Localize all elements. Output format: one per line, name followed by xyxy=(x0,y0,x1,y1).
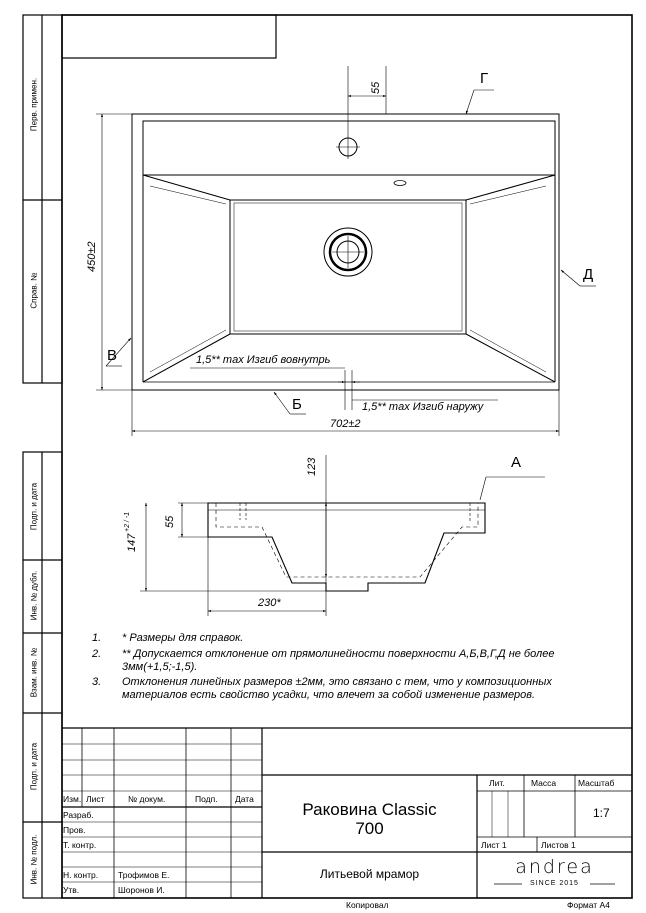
note-num-3: 3. xyxy=(92,676,102,688)
logo-since: SINCE 2015 xyxy=(530,880,579,887)
tb-role-razrab: Разраб. xyxy=(63,810,94,820)
drawing-title-line1: Раковина Classic xyxy=(302,800,437,819)
letter-g: Г xyxy=(480,70,489,87)
tb-role-utv: Утв. xyxy=(63,885,80,895)
note-num-1: 1. xyxy=(92,632,102,644)
tb-role-t-kontr: Т. контр. xyxy=(63,840,97,850)
drawing-title xyxy=(262,800,477,838)
tb-name-utv: Шоронов И. xyxy=(118,885,165,895)
tb-sheets: Листов 1 xyxy=(541,840,576,850)
tb-header-izm: Изм. xyxy=(63,794,82,804)
letter-b: Б xyxy=(292,396,302,413)
note-text-2: ** Допускается отклонение от прямолинейности поверхности А,Б,В,Г,Д не более 3мм(+1,5;-1,5). xyxy=(122,648,555,673)
note-text-1: * Размеры для справок. xyxy=(122,632,244,644)
tb-massa: Масса xyxy=(531,778,557,788)
note-text-3: Отклонения линейных размеров ±2мм, это связано с тем, что у композиционных материалов есть свойство усадки, что влечет за собой изменение размеров. xyxy=(122,676,552,701)
dim-drain-pos: 230* xyxy=(258,597,281,609)
letter-d: Д xyxy=(583,266,594,283)
side-label-inv-podl: Инв. № подл. xyxy=(29,834,39,885)
logo-text: andrea xyxy=(515,856,594,878)
dim-hole-offset: 55 xyxy=(370,81,382,94)
side-label-vzam-inv: Взам. инв. № xyxy=(29,647,39,698)
letter-a: А xyxy=(511,454,522,471)
tb-scale-value: 1:7 xyxy=(593,806,610,820)
dim-total-height-tol: +2 / -1 xyxy=(124,511,131,532)
dim-width-plan: 702±2 xyxy=(330,418,361,430)
dim-height-plan: 450±2 xyxy=(86,241,98,272)
plan-view xyxy=(132,114,559,390)
tb-header-list: Лист xyxy=(86,794,105,804)
tb-header-podp: Подп. xyxy=(195,794,218,804)
side-label-podp-data-1: Подп. и дата xyxy=(29,482,39,531)
section-dimensions xyxy=(140,455,545,616)
dim-total-height: 147 xyxy=(126,533,138,552)
tb-header-doc-no: № докум. xyxy=(128,794,166,804)
section-view xyxy=(208,503,485,591)
note-num-2: 2. xyxy=(92,648,102,660)
tb-lit: Лит. xyxy=(489,778,505,788)
tb-role-prov: Пров. xyxy=(63,825,86,835)
side-label-inv-dubl: Инв. № дубл. xyxy=(29,570,39,621)
material: Литьевой мрамор xyxy=(319,867,420,881)
drawing-title-line2: 700 xyxy=(355,819,384,838)
dim-rim: 55 xyxy=(164,515,176,528)
dim-bend-in: 1,5** max Изгиб вовнутрь xyxy=(196,354,331,366)
dim-depth: 123 xyxy=(306,457,318,476)
dim-bend-out: 1,5** max Изгиб наружу xyxy=(362,401,484,413)
tb-role-n-kontr: Н. контр. xyxy=(63,870,99,880)
tb-header-data: Дата xyxy=(235,794,254,804)
footer-format: Формат А4 xyxy=(567,900,610,910)
footer-kopiroval: Копировал xyxy=(346,900,389,910)
side-label-sprav-no: Справ. № xyxy=(29,272,39,309)
tb-name-n-kontr: Трофимов Е. xyxy=(118,870,170,880)
side-label-perv-primen: Перв. примен. xyxy=(29,77,39,132)
side-label-podp-data-2: Подп. и дата xyxy=(29,742,39,791)
tb-masshtab: Масштаб xyxy=(578,778,615,788)
letter-v: В xyxy=(107,347,118,364)
tb-sheet: Лист 1 xyxy=(481,840,507,850)
